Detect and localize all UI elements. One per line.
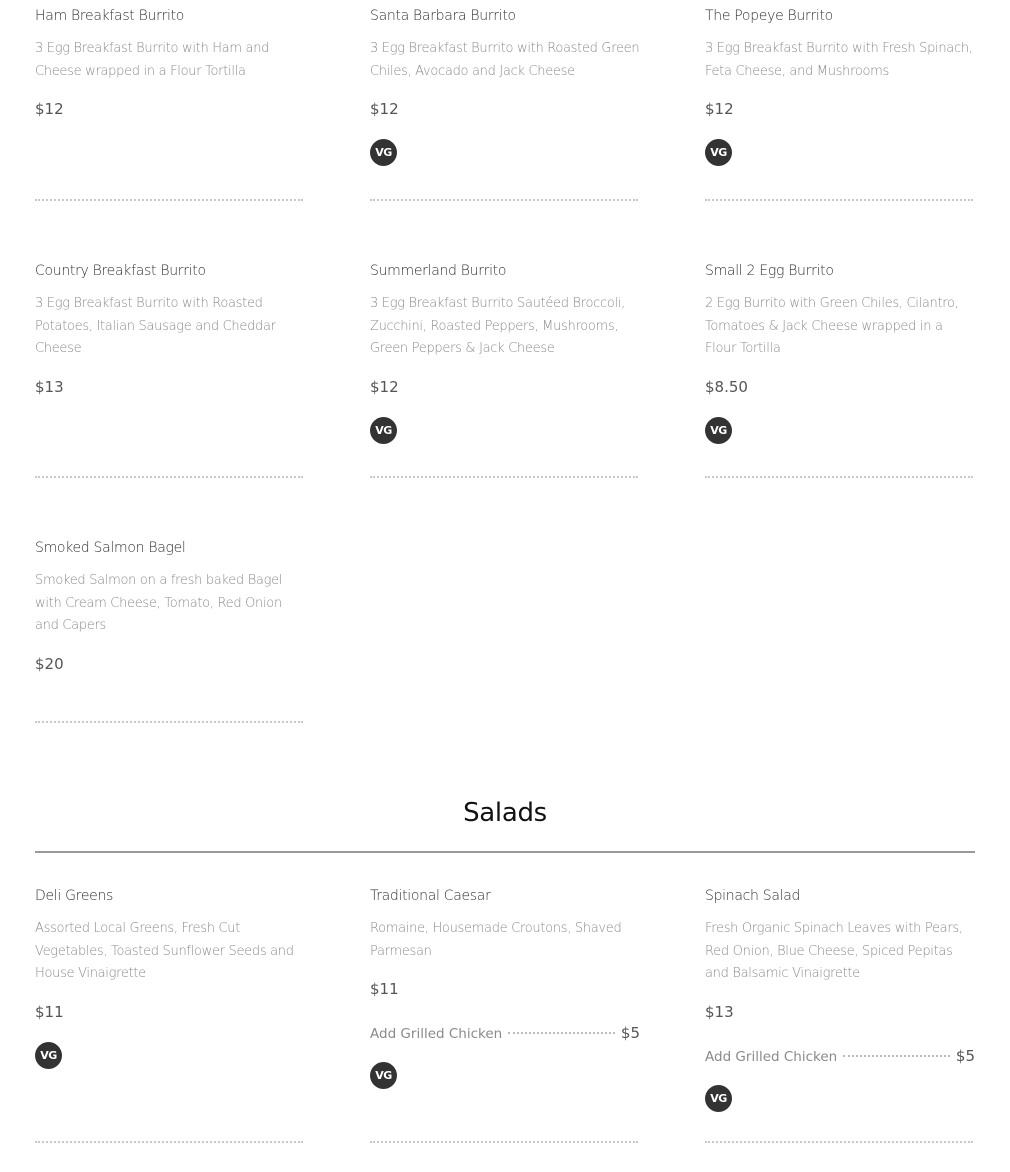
item-name: The Popeye Burrito xyxy=(705,8,833,24)
vegetarian-badge-icon: VG xyxy=(370,417,397,444)
vegetarian-badge-icon: VG xyxy=(705,417,732,444)
item-price: $12 xyxy=(370,377,399,396)
menu-item-summerland-burrito xyxy=(370,261,640,444)
item-name: Traditional Caesar xyxy=(370,888,491,904)
dotted-divider xyxy=(705,476,973,478)
leader-dots xyxy=(843,1055,950,1057)
item-price: $20 xyxy=(35,654,64,673)
item-name: Summerland Burrito xyxy=(370,263,507,279)
menu-item-country-breakfast-burrito xyxy=(35,261,305,397)
vegetarian-badge-icon: VG xyxy=(705,139,732,166)
item-name: Small 2 Egg Burrito xyxy=(705,263,834,279)
menu-item-santa-barbara-burrito xyxy=(370,6,640,166)
item-description: Romaine, Housemade Croutons, Shaved Parmesan xyxy=(370,921,622,959)
item-price: $12 xyxy=(705,100,734,118)
item-price: $12 xyxy=(370,100,399,118)
item-description: Assorted Local Greens, Fresh Cut Vegetables, Toasted Sunflower Seeds and House Vinaigrette xyxy=(35,921,294,981)
menu-item-ham-breakfast-burrito xyxy=(35,6,305,119)
dotted-divider xyxy=(705,1141,973,1143)
item-name: Country Breakfast Burrito xyxy=(35,263,206,279)
leader-dots xyxy=(508,1032,615,1034)
add-on-price: $5 xyxy=(620,1024,640,1042)
dotted-divider xyxy=(35,476,303,478)
item-name: Smoked Salmon Bagel xyxy=(35,540,186,556)
item-name: Deli Greens xyxy=(35,888,114,904)
menu-item-popeye-burrito xyxy=(705,6,975,166)
add-on-label: Add Grilled Chicken xyxy=(370,1026,503,1042)
menu-item-traditional-caesar xyxy=(370,886,640,1089)
menu-item-smoked-salmon-bagel xyxy=(35,538,305,674)
dotted-divider xyxy=(705,199,973,201)
item-price: $8.50 xyxy=(705,377,748,396)
vegetarian-badge-icon: VG xyxy=(35,1042,62,1069)
item-description: 3 Egg Breakfast Burrito with Roasted Green Chiles, Avocado and Jack Cheese xyxy=(370,41,640,79)
vegetarian-badge-icon: VG xyxy=(705,1085,732,1112)
item-description: 3 Egg Breakfast Burrito with Fresh Spinach, Feta Cheese, and Mushrooms xyxy=(705,41,973,79)
item-description: Fresh Organic Spinach Leaves with Pears, Red Onion, Blue Cheese, Spiced Pepitas and Balsamic Vinaigrette xyxy=(705,921,963,981)
item-price: $11 xyxy=(370,980,399,998)
section-title: Salads xyxy=(463,798,547,828)
dotted-divider xyxy=(370,199,638,201)
item-name: Spinach Salad xyxy=(705,888,801,904)
item-description: 3 Egg Breakfast Burrito with Ham and Cheese wrapped in a Flour Tortilla xyxy=(35,41,270,79)
add-on-label: Add Grilled Chicken xyxy=(705,1048,838,1065)
menu-item-deli-greens xyxy=(35,886,305,1069)
vegetarian-badge-icon: VG xyxy=(370,139,397,166)
add-on-option xyxy=(370,1023,640,1044)
item-description: 2 Egg Burrito with Green Chiles, Cilantro, Tomatoes & Jack Cheese wrapped in a Flour Tortilla xyxy=(705,296,959,356)
item-price: $13 xyxy=(705,1002,734,1021)
add-on-option xyxy=(705,1046,975,1067)
menu-item-small-2-egg-burrito xyxy=(705,261,975,444)
dotted-divider xyxy=(35,199,303,201)
add-on-price: $5 xyxy=(955,1046,975,1065)
item-description: 3 Egg Breakfast Burrito with Roasted Potatoes, Italian Sausage and Cheddar Cheese xyxy=(35,296,276,356)
menu-item-spinach-salad xyxy=(705,886,975,1112)
vegetarian-badge-icon: VG xyxy=(370,1062,397,1089)
dotted-divider xyxy=(370,1141,638,1143)
item-price: $11 xyxy=(35,1002,64,1021)
item-name: Ham Breakfast Burrito xyxy=(35,8,185,24)
dotted-divider xyxy=(35,721,303,723)
dotted-divider xyxy=(370,476,638,478)
item-description: Smoked Salmon on a fresh baked Bagel with Cream Cheese, Tomato, Red Onion and Capers xyxy=(35,573,283,633)
item-price: $12 xyxy=(35,100,64,118)
item-name: Santa Barbara Burrito xyxy=(370,8,516,24)
dotted-divider xyxy=(35,1141,303,1143)
section-divider xyxy=(35,851,975,853)
item-price: $13 xyxy=(35,377,64,396)
item-description: 3 Egg Breakfast Burrito Sautéed Broccoli, Zucchini, Roasted Peppers, Mushrooms, Green Peppers & Jack Cheese xyxy=(370,296,625,356)
